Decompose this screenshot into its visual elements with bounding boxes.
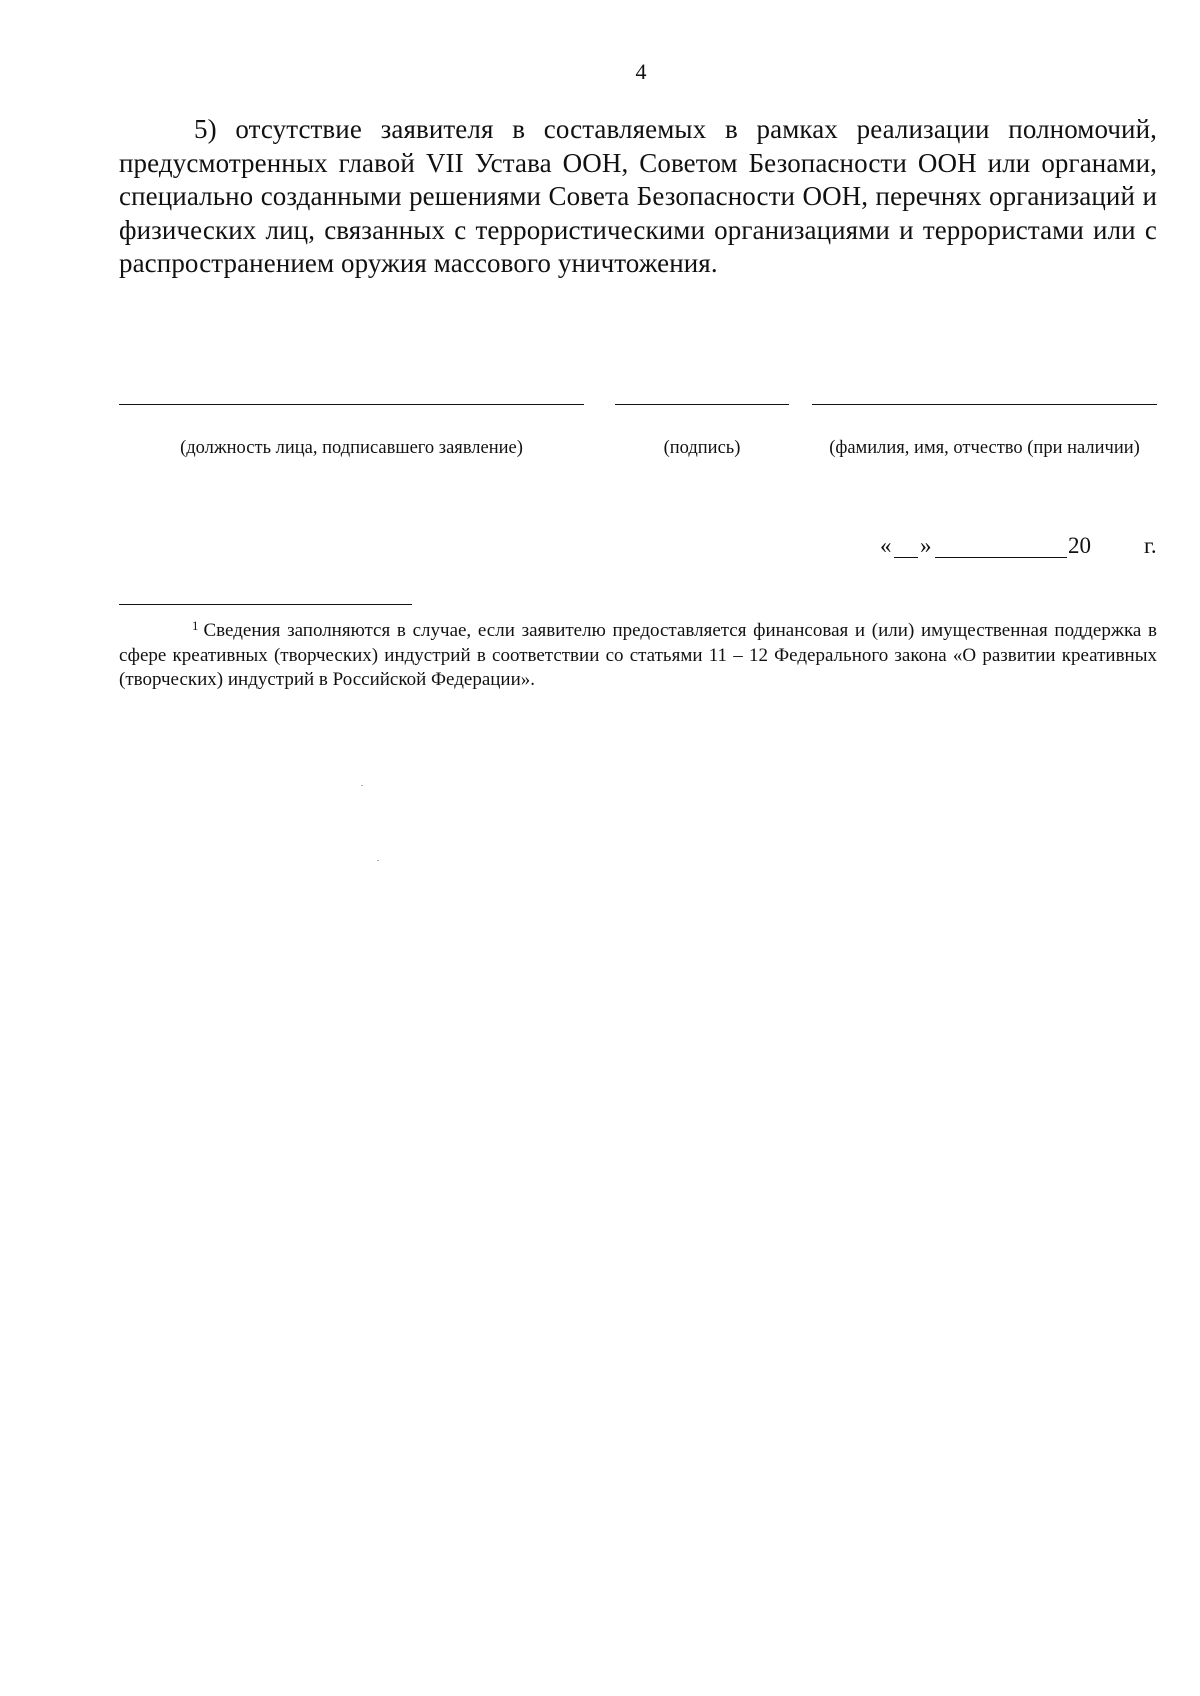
signature-block	[119, 404, 1157, 464]
month-blank-line	[935, 557, 1067, 558]
date-year-suffix: г.	[1144, 533, 1157, 558]
body-paragraph: 5) отсутствие заявителя в составляемых в рамках реализации полномочий, предусмотренных главой VII Устава ООН, Советом Безопасности ООН или органами, специально созданными решениями Совета Безопасности ООН, перечнях организаций и физических лиц, связанных с террористическими организациями и террористами или с распространением оружия массового уничтожения.	[119, 114, 1157, 279]
full-name-caption: (фамилия, имя, отчество (при наличии)	[829, 438, 1140, 458]
footnote-marker: 1	[192, 618, 199, 633]
footnote-text: Сведения заполняются в случае, если заявителю предоставляется финансовая и (или) имущественная поддержка в сфере креативных (творческих) индустрий в соответствии со статьями 11 – 12 Федерального закона «О развитии креативных (творческих) индустрий в Российской Федерации».	[119, 620, 1157, 690]
position-caption: (должность лица, подписавшего заявление)	[180, 438, 523, 458]
date-close-quote: »	[920, 533, 932, 558]
day-blank-line	[894, 557, 918, 558]
date-open-quote: «	[880, 533, 892, 558]
scan-speck	[361, 785, 363, 786]
scan-speck	[377, 860, 379, 861]
footnote	[119, 619, 1157, 693]
page-number: 4	[635, 59, 647, 84]
signature-line	[615, 404, 789, 405]
full-name-signature-line	[812, 404, 1157, 405]
position-signature-line	[119, 404, 584, 405]
date-line	[880, 531, 1160, 565]
footnote-rule	[119, 604, 412, 605]
signature-caption: (подпись)	[663, 438, 741, 458]
date-year-prefix: 20	[1068, 533, 1091, 558]
